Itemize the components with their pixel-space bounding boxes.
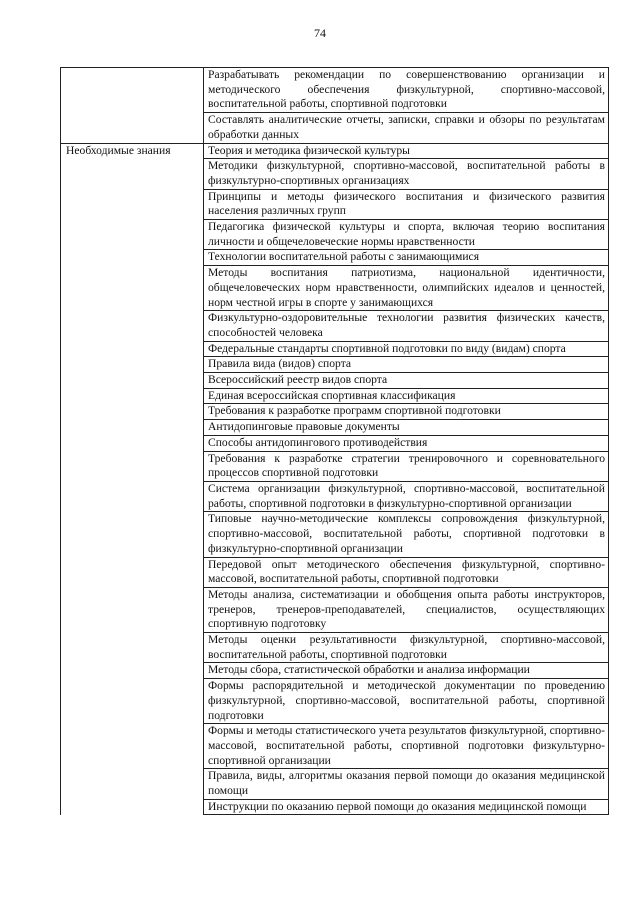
requirements-table [60,67,609,815]
requirement-cell [204,388,609,404]
requirement-cell [204,220,609,250]
requirement-cell [204,663,609,679]
requirement-cell [204,724,609,769]
requirement-cell [204,769,609,799]
requirement-text: Формы распорядительной и методической документации по проведению физкультурной, спортивно-массовой, воспитательной работы, спортивной подготовки [208,679,605,722]
requirement-cell [204,633,609,663]
requirement-text: Технологии воспитательной работы с занимающимися [208,250,480,264]
requirement-text: Методики физкультурной, спортивно-массовой, воспитательной работы в физкультурно-спортивных организациях [208,159,605,187]
requirement-text: Федеральные стандарты спортивной подготовки по виду (видам) спорта [208,341,566,355]
requirements-table-body [61,68,609,815]
requirement-text: Принципы и методы физического воспитания и физического развития населения различных групп [208,189,605,218]
requirement-text: Типовые научно-методические комплексы сопровождения физкультурной, спортивно-массовой, воспитательной работы, спортивной подготовки в физкультурно-спортивной организации [208,512,605,555]
requirement-cell [204,481,609,511]
requirement-cell [204,311,609,341]
requirement-text: Методы сбора, статистической обработки и анализа информации [208,663,530,677]
requirement-text: Система организации физкультурной, спортивно-массовой, воспитательной работы, спортивной подготовки в физкультурно-спортивной организации [208,481,605,510]
requirement-cell [204,189,609,219]
requirement-text: Антидопинговые правовые документы [208,420,400,434]
requirement-text: Разрабатывать рекомендации по совершенствованию организации и методического обеспечения физкультурной, спортивно-массовой, воспитательной работы, спортивной подготовки [208,68,605,111]
requirement-cell [204,250,609,266]
requirement-cell [204,159,609,189]
requirement-cell [204,799,609,815]
requirement-text: Способы антидопингового противодействия [208,435,428,449]
requirement-text: Теория и методика физической культуры [208,143,410,157]
requirement-text: Требования к разработке программ спортивной подготовки [208,404,501,418]
page-number: 74 [314,26,326,40]
requirement-text: Правила, виды, алгоритмы оказания первой помощи до оказания медицинской помощи [208,769,605,798]
requirement-text: Методы оценки результативности физкультурной, спортивно-массовой, воспитательной работы, спортивной подготовки [208,633,605,661]
requirement-cell [204,143,609,159]
requirement-cell [204,113,609,143]
requirement-text: Методы воспитания патриотизма, национальной идентичности, общечеловеческих норм нравственности, олимпийских идеалов и ценностей, норм честной игры в спорте у занимающихся [208,266,605,309]
requirement-text: Всероссийский реестр видов спорта [208,373,388,387]
requirement-cell [204,451,609,481]
requirement-text: Составлять аналитические отчеты, записки, справки и обзоры по результатам обработки данных [208,113,605,141]
requirement-cell [204,373,609,389]
requirement-cell [204,266,609,311]
requirement-cell [204,404,609,420]
requirement-cell [204,420,609,436]
requirement-cell [204,679,609,724]
requirement-cell [204,587,609,632]
requirement-cell [204,341,609,357]
table-row [61,143,609,159]
requirement-cell [204,357,609,373]
section-label-cell [61,143,204,815]
requirement-cell [204,68,609,113]
requirement-text: Правила вида (видов) спорта [208,357,352,371]
table-row [61,68,609,113]
requirement-text: Педагогика физической культуры и спорта, включая теорию воспитания личности и общечеловеческие нормы нравственности [208,220,605,248]
requirement-text: Физкультурно-оздоровительные технологии развития физических качеств, способностей человека [208,311,605,339]
requirement-cell [204,512,609,557]
section-label-cell [61,68,204,144]
requirement-text: Передовой опыт методического обеспечения физкультурной, спортивно-массовой, воспитательной работы, спортивной подготовки [208,557,605,586]
requirement-text: Требования к разработке стратегии тренировочного и соревновательного процессов спортивной подготовки [208,451,605,480]
requirement-cell [204,557,609,587]
section-label: Необходимые знания [66,143,171,157]
requirement-cell [204,435,609,451]
requirement-text: Формы и методы статистического учета результатов физкультурной, спортивно-массовой, воспитательной работы, спортивной подготовки физкультурно-спортивной организации [208,724,605,767]
requirement-text: Методы анализа, систематизации и обобщения опыта работы инструкторов, тренеров, тренеров-преподавателей, специалистов, осуществляющих спортивную подготовку [208,587,605,631]
requirement-text: Единая всероссийская спортивная классификация [208,388,456,402]
requirement-text: Инструкции по оказанию первой помощи до оказания медицинской помощи [208,799,587,813]
